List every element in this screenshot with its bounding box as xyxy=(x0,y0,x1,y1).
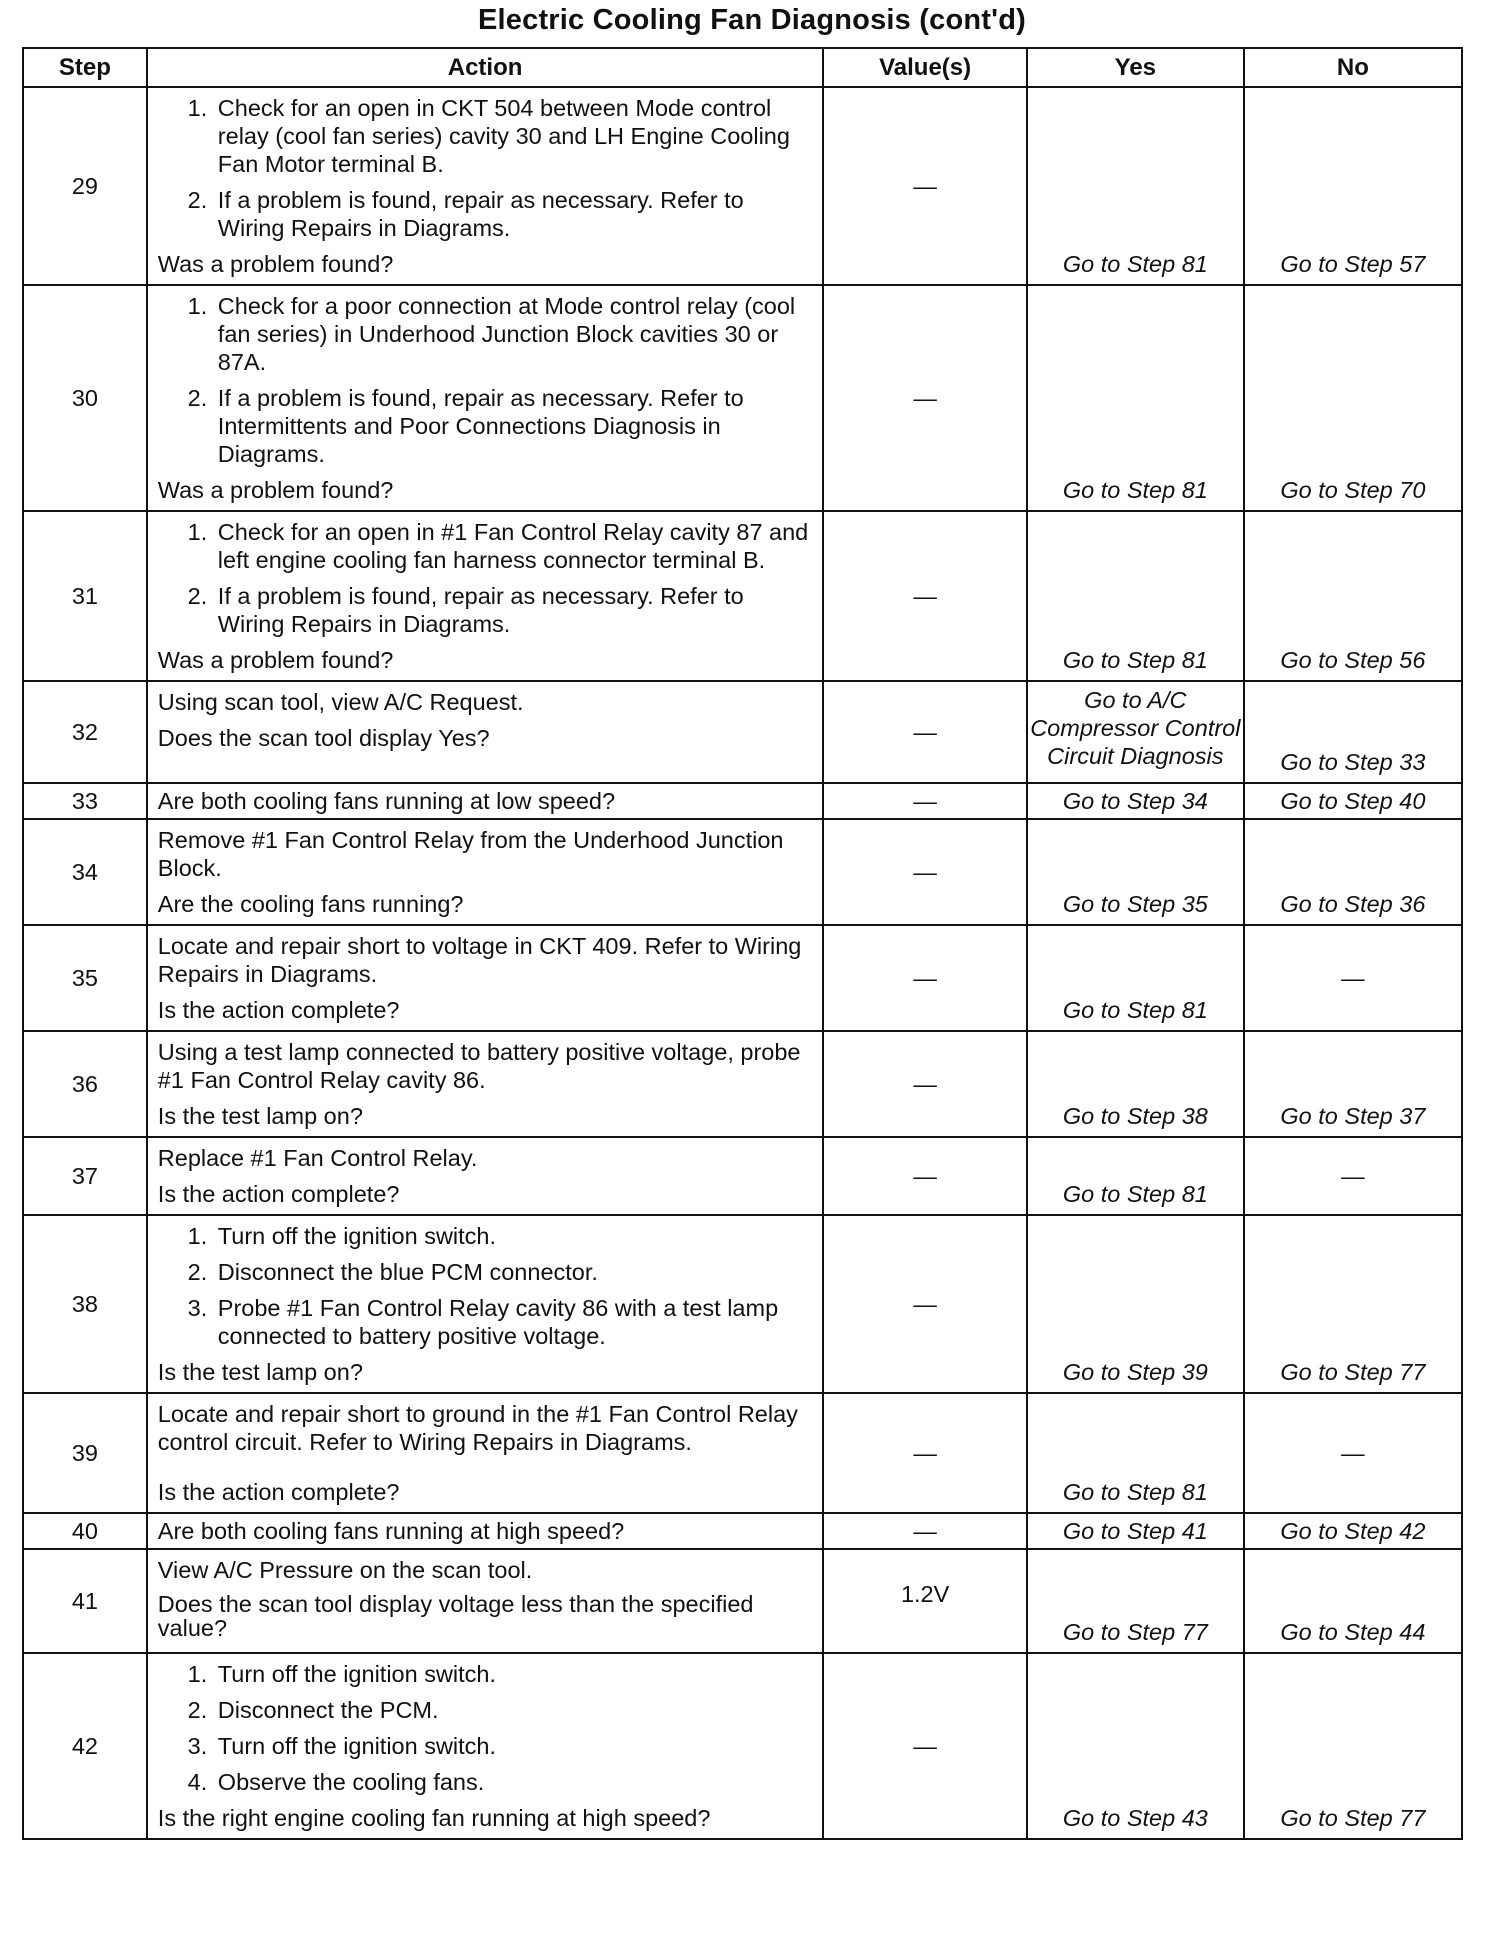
table-row xyxy=(23,1513,1462,1549)
no-cell: — xyxy=(1244,925,1462,1031)
no-cell: Go to Step 70 xyxy=(1244,285,1462,511)
value-cell: — xyxy=(823,511,1026,681)
yes-cell: Go to Step 77 xyxy=(1027,1549,1244,1653)
action-steps xyxy=(158,1222,815,1350)
value-cell: — xyxy=(823,1215,1026,1393)
list-item: 1. Turn off the ignition switch. xyxy=(214,1660,815,1688)
step-number: 40 xyxy=(23,1513,147,1549)
table-row xyxy=(23,819,1462,925)
step-number: 41 xyxy=(23,1549,147,1653)
action-text: View A/C Pressure on the scan tool. xyxy=(157,1557,533,1583)
action-steps xyxy=(158,518,815,638)
list-item: 1. Turn off the ignition switch. xyxy=(214,1222,815,1250)
question: Is the test lamp on? xyxy=(157,1103,363,1129)
step-number: 37 xyxy=(23,1137,147,1215)
list-item: 2. Disconnect the PCM. xyxy=(214,1696,815,1724)
action-text: Locate and repair short to ground in the #1 Fan Control Relay control circuit. Refer to Wiring Repairs in Diagrams. xyxy=(157,1401,798,1455)
question: Is the action complete? xyxy=(157,997,400,1023)
step-number: 33 xyxy=(23,783,147,819)
list-item: 4. Observe the cooling fans. xyxy=(214,1768,815,1796)
no-cell: Go to Step 77 xyxy=(1244,1215,1462,1393)
list-item: 2. If a problem is found, repair as necessary. Refer to Wiring Repairs in Diagrams. xyxy=(214,186,815,242)
value-cell: — xyxy=(823,285,1026,511)
step-number: 30 xyxy=(23,285,147,511)
action-text: Locate and repair short to voltage in CKT 409. Refer to Wiring Repairs in Diagrams. xyxy=(157,933,802,987)
question: Does the scan tool display Yes? xyxy=(157,725,490,751)
table-row xyxy=(23,285,1462,511)
no-header: No xyxy=(1244,48,1462,87)
no-cell: Go to Step 36 xyxy=(1244,819,1462,925)
no-cell: Go to Step 44 xyxy=(1244,1549,1462,1653)
question: Is the test lamp on? xyxy=(157,1359,363,1385)
no-cell: Go to Step 33 xyxy=(1244,681,1462,783)
action-cell xyxy=(147,925,824,1031)
question: Was a problem found? xyxy=(157,251,394,277)
list-item: 1. Check for a poor connection at Mode control relay (cool fan series) in Underhood Junction Block cavities 30 or 87A. xyxy=(214,292,815,376)
no-cell: — xyxy=(1244,1137,1462,1215)
value-cell: — xyxy=(823,1031,1026,1137)
page-title: Electric Cooling Fan Diagnosis (cont'd) xyxy=(477,4,1026,36)
table-row xyxy=(23,783,1462,819)
action-cell xyxy=(147,819,824,925)
action-cell xyxy=(147,511,824,681)
value-header: Value(s) xyxy=(823,48,1026,87)
no-cell: Go to Step 37 xyxy=(1244,1031,1462,1137)
question: Does the scan tool display voltage less than the specified value? xyxy=(157,1591,754,1641)
step-header: Step xyxy=(23,48,147,87)
no-cell: Go to Step 56 xyxy=(1244,511,1462,681)
step-number: 42 xyxy=(23,1653,147,1839)
question: Is the action complete? xyxy=(157,1479,400,1505)
no-cell: Go to Step 57 xyxy=(1244,87,1462,285)
step-number: 39 xyxy=(23,1393,147,1513)
list-item: 3. Probe #1 Fan Control Relay cavity 86 with a test lamp connected to battery positive voltage. xyxy=(214,1294,815,1350)
table-row xyxy=(23,1031,1462,1137)
action-text: Remove #1 Fan Control Relay from the Underhood Junction Block. xyxy=(157,827,784,881)
action-steps xyxy=(158,94,815,242)
action-text: Using scan tool, view A/C Request. xyxy=(157,689,524,715)
yes-cell: Go to A/C Compressor Control Circuit Diagnosis xyxy=(1027,681,1244,783)
value-cell: — xyxy=(823,1653,1026,1839)
table-row xyxy=(23,1215,1462,1393)
yes-cell: Go to Step 81 xyxy=(1027,1393,1244,1513)
table-row xyxy=(23,1653,1462,1839)
value-cell: — xyxy=(823,1137,1026,1215)
step-number: 31 xyxy=(23,511,147,681)
list-item: 2. If a problem is found, repair as necessary. Refer to Wiring Repairs in Diagrams. xyxy=(214,582,815,638)
yes-cell: Go to Step 81 xyxy=(1027,87,1244,285)
value-cell: — xyxy=(823,925,1026,1031)
table-row xyxy=(23,925,1462,1031)
action-cell xyxy=(147,87,824,285)
value-cell: — xyxy=(823,1513,1026,1549)
action-text: Using a test lamp connected to battery positive voltage, probe #1 Fan Control Relay cavity 86. xyxy=(157,1039,801,1093)
yes-cell: Go to Step 43 xyxy=(1027,1653,1244,1839)
action-cell xyxy=(147,1549,824,1653)
action-cell xyxy=(147,1653,824,1839)
value-cell: — xyxy=(823,681,1026,783)
question: Are the cooling fans running? xyxy=(157,891,464,917)
no-cell: Go to Step 40 xyxy=(1244,783,1462,819)
yes-cell: Go to Step 35 xyxy=(1027,819,1244,925)
yes-cell: Go to Step 38 xyxy=(1027,1031,1244,1137)
action-cell xyxy=(147,681,824,783)
action-steps xyxy=(158,1660,815,1796)
no-cell: Go to Step 77 xyxy=(1244,1653,1462,1839)
action-header: Action xyxy=(147,48,824,87)
list-item: 1. Check for an open in #1 Fan Control Relay cavity 87 and left engine cooling fan harness connector terminal B. xyxy=(214,518,815,574)
list-item: 2. If a problem is found, repair as necessary. Refer to Intermittents and Poor Connections Diagnosis in Diagrams. xyxy=(214,384,815,468)
yes-cell: Go to Step 41 xyxy=(1027,1513,1244,1549)
yes-cell: Go to Step 81 xyxy=(1027,511,1244,681)
action-steps xyxy=(158,292,815,468)
value-cell: 1.2V xyxy=(823,1549,1026,1653)
yes-cell: Go to Step 81 xyxy=(1027,1137,1244,1215)
question: Was a problem found? xyxy=(157,647,394,673)
no-cell: Go to Step 42 xyxy=(1244,1513,1462,1549)
step-number: 32 xyxy=(23,681,147,783)
yes-cell: Go to Step 39 xyxy=(1027,1215,1244,1393)
yes-cell: Go to Step 81 xyxy=(1027,925,1244,1031)
action-cell xyxy=(147,1393,824,1513)
value-cell: — xyxy=(823,783,1026,819)
step-number: 36 xyxy=(23,1031,147,1137)
action-cell xyxy=(147,1215,824,1393)
value-cell: — xyxy=(823,819,1026,925)
list-item: 2. Disconnect the blue PCM connector. xyxy=(214,1258,815,1286)
no-cell: — xyxy=(1244,1393,1462,1513)
table-row xyxy=(23,87,1462,285)
value-cell: — xyxy=(823,87,1026,285)
action-cell xyxy=(147,285,824,511)
action-cell xyxy=(147,1031,824,1137)
table-row xyxy=(23,1137,1462,1215)
question: Are both cooling fans running at low speed? xyxy=(147,783,824,819)
question: Is the right engine cooling fan running at high speed? xyxy=(157,1805,711,1831)
list-item: 3. Turn off the ignition switch. xyxy=(214,1732,815,1760)
table-row xyxy=(23,1549,1462,1653)
question: Was a problem found? xyxy=(157,477,394,503)
step-number: 38 xyxy=(23,1215,147,1393)
yes-cell: Go to Step 34 xyxy=(1027,783,1244,819)
value-cell: — xyxy=(823,1393,1026,1513)
table-row xyxy=(23,681,1462,783)
diagnosis-table xyxy=(22,47,1463,1840)
yes-cell: Go to Step 81 xyxy=(1027,285,1244,511)
list-item: 1. Check for an open in CKT 504 between Mode control relay (cool fan series) cavity 30 and LH Engine Cooling Fan Motor terminal B. xyxy=(214,94,815,178)
action-text: Replace #1 Fan Control Relay. xyxy=(157,1145,478,1171)
step-number: 29 xyxy=(23,87,147,285)
table-row xyxy=(23,511,1462,681)
header-row xyxy=(23,48,1462,87)
step-number: 34 xyxy=(23,819,147,925)
yes-header: Yes xyxy=(1027,48,1244,87)
question: Is the action complete? xyxy=(157,1181,400,1207)
table-row xyxy=(23,1393,1462,1513)
action-cell xyxy=(147,1137,824,1215)
question: Are both cooling fans running at high speed? xyxy=(147,1513,824,1549)
step-number: 35 xyxy=(23,925,147,1031)
